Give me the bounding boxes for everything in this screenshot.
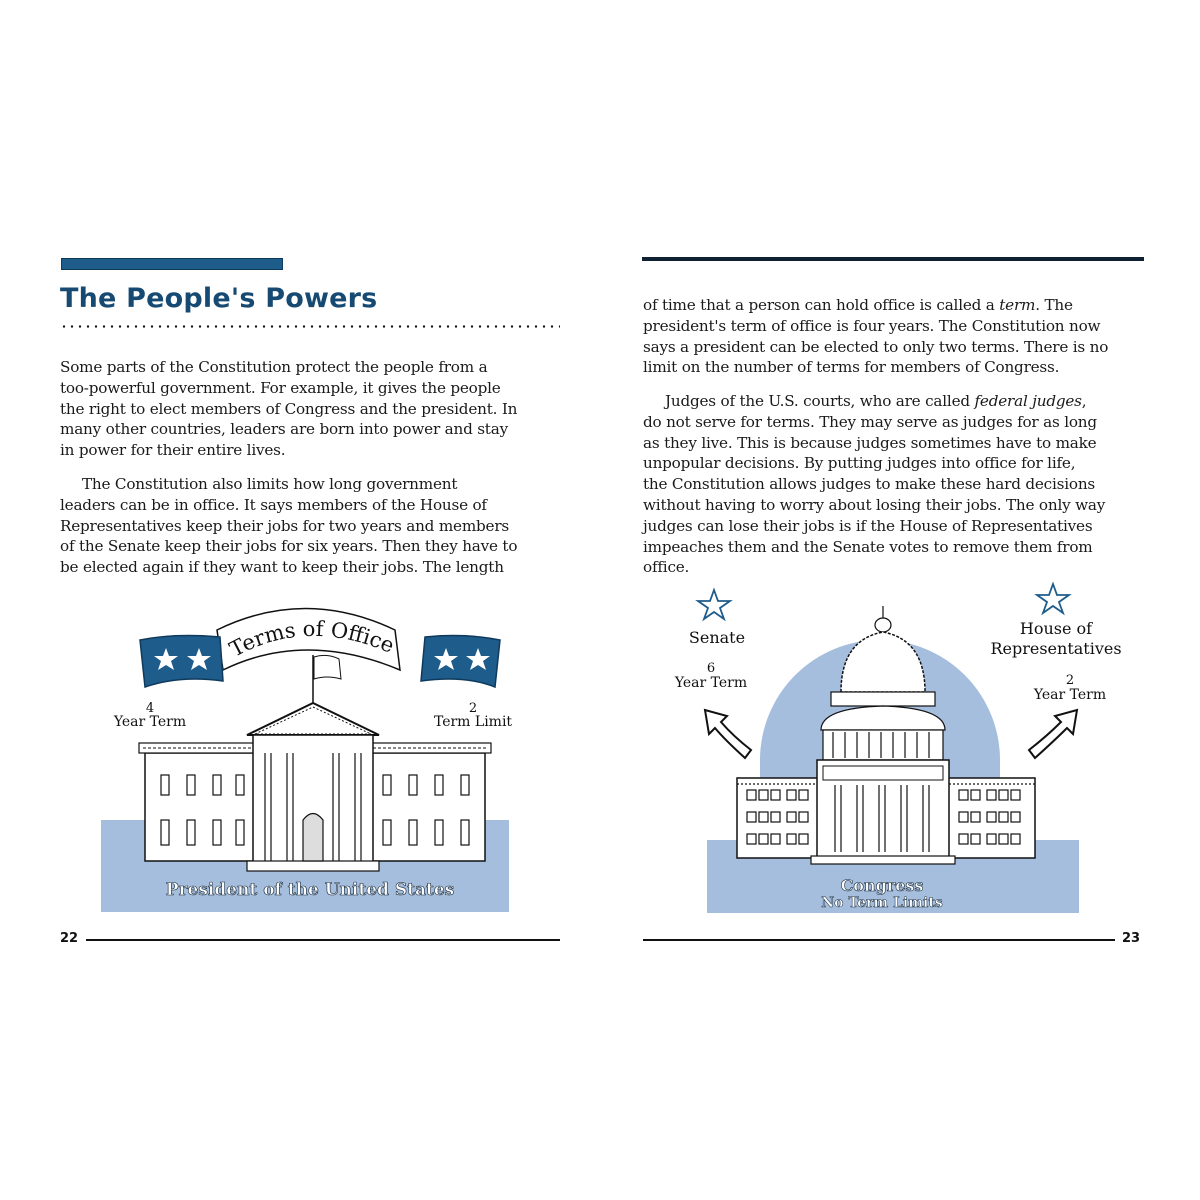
- congress-term-caption: No Term Limits: [821, 895, 943, 911]
- text-line: as they live. This is because judges sometimes have to make: [643, 433, 1097, 452]
- page-number: 23: [1122, 931, 1141, 946]
- text-line: The Constitution also limits how long government: [82, 475, 458, 493]
- white-house-icon: [139, 655, 491, 871]
- text-line: many other countries, leaders are born into power and stay: [60, 420, 508, 439]
- text-line: says a president can be elected to only two terms. There is no: [643, 337, 1109, 356]
- capitol-illustration: [655, 580, 1155, 915]
- banner-text: Terms of Office: [225, 616, 398, 662]
- text-line: the right to elect members of Congress and the president. In: [60, 399, 518, 418]
- page-number: 22: [60, 931, 79, 946]
- dotted-divider: [60, 325, 560, 328]
- senate-label: Senate: [688, 628, 746, 647]
- paragraph-4: [643, 391, 1148, 578]
- text-line: Representatives keep their jobs for two years and members: [60, 516, 509, 535]
- senate-term-number: 6: [706, 661, 716, 676]
- house-star-icon: [1037, 584, 1069, 613]
- text-line: ,: [1081, 392, 1087, 410]
- white-house-illustration: [95, 595, 515, 920]
- text-line: leaders can be in office. It says members of the House of: [60, 495, 487, 514]
- text-line: of time that a person can hold office is called a: [643, 296, 1000, 314]
- arrow-up-right-icon: [1029, 710, 1077, 758]
- text-line: too-powerful government. For example, it gives the people: [60, 378, 501, 397]
- house-label-line1: House of: [1019, 619, 1093, 638]
- paragraph-3: [643, 295, 1148, 378]
- house-label-line2: Representatives: [990, 639, 1122, 658]
- term-emphasis: term: [999, 296, 1036, 314]
- text-line: the Constitution allows judges to make these hard decisions: [643, 475, 1095, 494]
- text-line: Some parts of the Constitution protect the people from a: [60, 358, 488, 376]
- president-limit-number: 2: [468, 701, 478, 716]
- text-line: be elected again if they want to keep their jobs. The length: [60, 558, 504, 577]
- text-line: limit on the number of terms for members of Congress.: [643, 358, 1060, 377]
- right-page: [600, 0, 1200, 1200]
- top-rule: [642, 257, 1144, 261]
- senate-star-icon: [698, 590, 730, 619]
- footer-rule: [643, 939, 1115, 941]
- text-line: judges can lose their jobs is if the House of Representatives: [643, 516, 1093, 535]
- federal-judges-emphasis: federal judges: [974, 392, 1082, 410]
- senate-term-label: Year Term: [674, 675, 748, 691]
- president-limit-label: Term Limit: [433, 714, 513, 730]
- text-line: unpopular decisions. By putting judges into office for life,: [643, 454, 1076, 473]
- paragraph-2: [60, 474, 560, 578]
- text-line: without having to worry about losing their jobs. The only way: [643, 495, 1106, 514]
- president-caption: President of the United States: [165, 880, 455, 900]
- house-term-number: 2: [1065, 673, 1075, 688]
- text-line: . The: [1035, 296, 1073, 314]
- text-line: of the Senate keep their jobs for six years. Then they have to: [60, 537, 518, 556]
- president-term-number: 4: [145, 701, 155, 716]
- arrow-up-left-icon: [705, 710, 751, 758]
- text-line: office.: [643, 558, 690, 577]
- house-term-label: Year Term: [1033, 687, 1107, 703]
- text-line: president's term of office is four years. The Constitution now: [643, 316, 1101, 335]
- text-line: Judges of the U.S. courts, who are called: [665, 392, 975, 410]
- text-line: in power for their entire lives.: [60, 441, 286, 460]
- president-term-label: Year Term: [113, 714, 187, 730]
- text-line: impeaches them and the Senate votes to remove them from: [643, 537, 1093, 556]
- title-accent-bar: [61, 258, 283, 270]
- congress-caption: Congress: [840, 876, 924, 895]
- left-flag: [140, 636, 223, 687]
- page-title: The People's Powers: [60, 283, 378, 314]
- right-flag: [421, 636, 500, 687]
- paragraph-1: [60, 357, 560, 461]
- footer-rule: [86, 939, 560, 941]
- text-line: do not serve for terms. They may serve as judges for as long: [643, 412, 1097, 431]
